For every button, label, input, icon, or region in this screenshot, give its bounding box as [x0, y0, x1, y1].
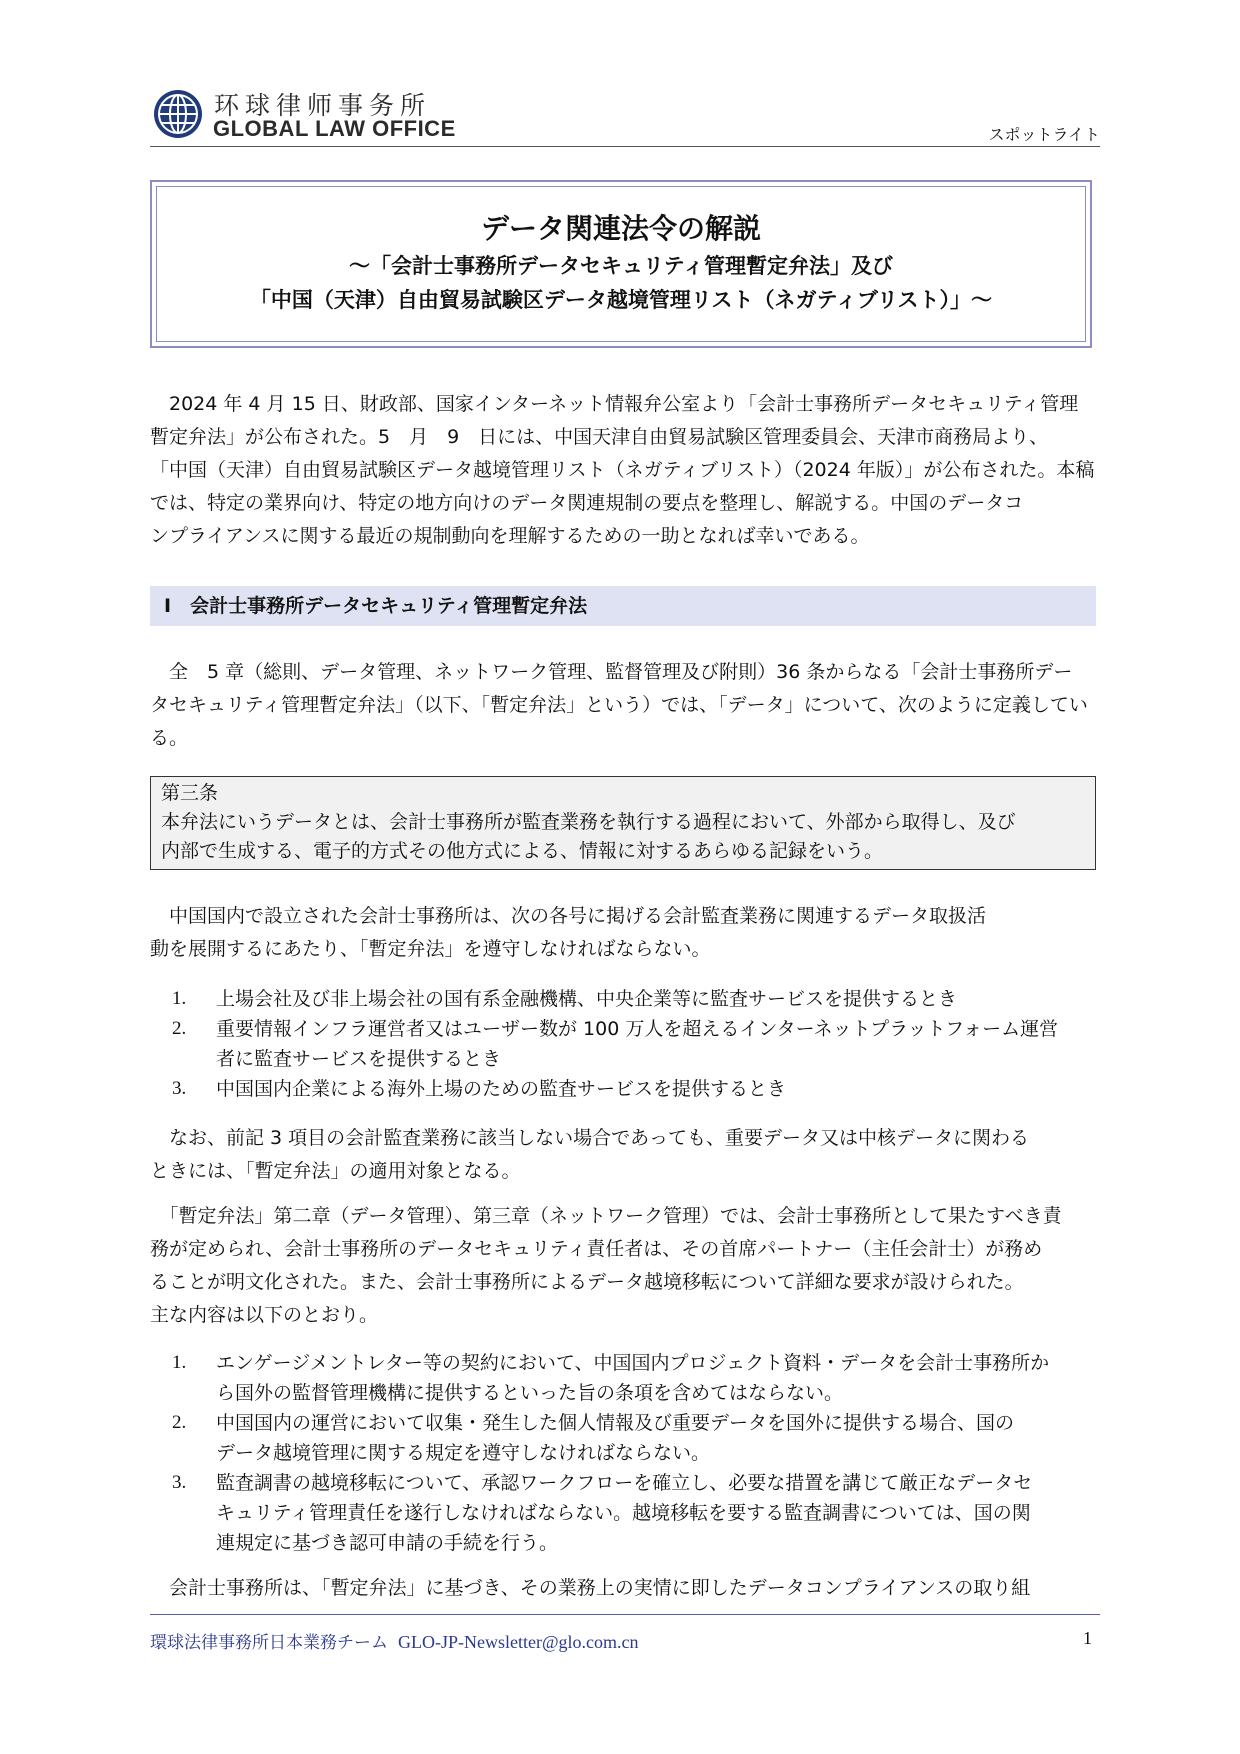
list-text: データ越境管理に関する規定を遵守しなければならない。 — [216, 1442, 711, 1464]
list-text: 中国国内の運営において収集・発生した個人情報及び重要データを国外に提供する場合、国の — [216, 1412, 1015, 1434]
list-number: 3. — [172, 1078, 187, 1099]
text-line: 動を展開するにあたり、「暫定弁法」を遵守しなければならない。 — [150, 938, 711, 960]
list-item — [150, 1074, 1096, 1104]
list-text: 重要情報インフラ運営者又はユーザー数が 100 万人を超えるインターネットプラットフォーム運営 — [216, 1018, 1059, 1040]
list-item — [150, 984, 1096, 1014]
list-text: 者に監査サービスを提供するとき — [216, 1048, 502, 1070]
firm-name-en: GLOBAL LAW OFFICE — [213, 116, 456, 141]
text-line: ることが明文化された。また、会計士事務所によるデータ越境移転について詳細な要求が設けられた。 — [150, 1271, 1024, 1293]
article-text-line: 内部で生成する、電子的方式その他方式による、情報に対するあらゆる記録をいう。 — [161, 840, 884, 862]
firm-name-cn: 环球律师事务所 — [214, 91, 432, 120]
text-line: 全 5 章（総則、データ管理、ネットワーク管理、監督管理及び附則）36 条からなる「会計士事務所デー — [150, 661, 1073, 683]
text-line: 主な内容は以下のとおり。 — [150, 1304, 379, 1326]
document-subtitle-line-1: ～「会計士事務所データセキュリティ管理暫定弁法」及び — [349, 254, 893, 278]
paragraph-exception — [150, 1122, 1096, 1188]
footer-divider — [150, 1614, 1100, 1615]
list-number: 2. — [172, 1018, 187, 1039]
header-divider — [150, 146, 1100, 147]
list-item — [150, 1348, 1096, 1408]
text-line: ンプライアンスに関する最近の規制動向を理解するための一助となれば幸いである。 — [150, 525, 870, 547]
paragraph-compliance — [150, 1572, 1096, 1605]
text-line: 「中国（天津）自由貿易試験区データ越境管理リスト（ネガティブリスト）（2024 年版）」が公布された。本稿 — [150, 459, 1095, 481]
article-text-line: 本弁法にいうデータとは、会計士事務所が監査業務を執行する過程において、外部から取得し、及び — [161, 811, 1016, 833]
document-subtitle-line-2: 「中国（天津）自由貿易試験区データ越境管理リスト（ネガティブリスト）」～ — [249, 288, 993, 312]
document-title: データ関連法令の解説 — [480, 212, 761, 245]
text-line: タセキュリティ管理暫定弁法」（以下、「暫定弁法」という）では、「データ」について、次のように定義してい — [150, 694, 1088, 716]
scope-list — [150, 984, 1096, 1104]
text-line: 2024 年 4 月 15 日、財政部、国家インターネット情報弁公室より「会計士事務所データセキュリティ管理 — [150, 393, 1079, 415]
list-text: 連規定に基づき認可申請の手続を行う。 — [216, 1532, 559, 1554]
list-number: 1. — [172, 988, 187, 1009]
list-text: キュリティ管理責任を遂行しなければならない。越境移転を要する監査調書については、国の関 — [216, 1502, 1031, 1524]
footer-credit — [150, 1628, 639, 1653]
list-item — [150, 1468, 1096, 1558]
category-label: スポットライト — [988, 125, 1100, 144]
list-text: 中国国内企業による海外上場のための監査サービスを提供するとき — [216, 1078, 787, 1100]
paragraph-responsibilities — [150, 1200, 1096, 1332]
requirements-list — [150, 1348, 1096, 1558]
article-heading: 第三条 — [161, 782, 219, 804]
list-number: 3. — [172, 1472, 187, 1493]
list-item — [150, 1014, 1096, 1074]
text-line: 暫定弁法」が公布された。5 月 9 日には、中国天津自由貿易試験区管理委員会、天津市商務局より、 — [150, 426, 1049, 448]
list-item — [150, 1408, 1096, 1468]
list-text: 上場会社及び非上場会社の国有系金融機構、中央企業等に監査サービスを提供するとき — [216, 988, 958, 1010]
article-3-quote-box — [150, 776, 1096, 870]
title-box-inner — [156, 186, 1086, 342]
section-heading-1: I 会計士事務所データセキュリティ管理暫定弁法 — [150, 586, 1096, 626]
page-number: 1 — [1083, 1628, 1092, 1648]
list-text: 監査調書の越境移転について、承認ワークフローを確立し、必要な措置を講じて厳正なデータセ — [216, 1472, 1033, 1494]
footer-email-link[interactable]: GLO-JP-Newsletter@glo.com.cn — [398, 1632, 639, 1652]
list-number: 2. — [172, 1412, 187, 1433]
paragraph-definition-intro — [150, 656, 1096, 755]
text-line: 中国国内で設立された会計士事務所は、次の各号に掲げる会計監査業務に関連するデータ取扱活 — [150, 905, 987, 927]
paragraph-scope — [150, 900, 1096, 966]
list-number: 1. — [172, 1352, 187, 1373]
text-line: では、特定の業界向け、特定の地方向けのデータ関連規制の要点を整理し、解説する。中国のデータコ — [150, 492, 1024, 514]
text-line: 「暫定弁法」第二章（データ管理）、第三章（ネットワーク管理）では、会計士事務所として果たすべき責 — [150, 1205, 1062, 1227]
text-line: 会計士事務所は、「暫定弁法」に基づき、その業務上の実情に即したデータコンプライアンスの取り組 — [150, 1577, 1031, 1599]
globe-logo-icon — [152, 88, 204, 140]
text-line: 務が定められ、会計士事務所のデータセキュリティ責任者は、その首席パートナー（主任会計士）が務め — [150, 1238, 1043, 1260]
list-text: ら国外の監督管理機構に提供するといった旨の条項を含めてはならない。 — [216, 1382, 844, 1404]
text-line: る。 — [150, 727, 189, 749]
intro-paragraph — [150, 388, 1096, 553]
title-box — [150, 180, 1092, 348]
list-text: エンゲージメントレター等の契約において、中国国内プロジェクト資料・データを会計士事務所か — [216, 1352, 1050, 1374]
text-line: なお、前記 3 項目の会計監査業務に該当しない場合であっても、重要データ又は中核データに関わる — [150, 1127, 1029, 1149]
footer-team: 環球法律事務所日本業務チーム — [150, 1633, 388, 1653]
text-line: ときには、「暫定弁法」の適用対象となる。 — [150, 1160, 521, 1182]
